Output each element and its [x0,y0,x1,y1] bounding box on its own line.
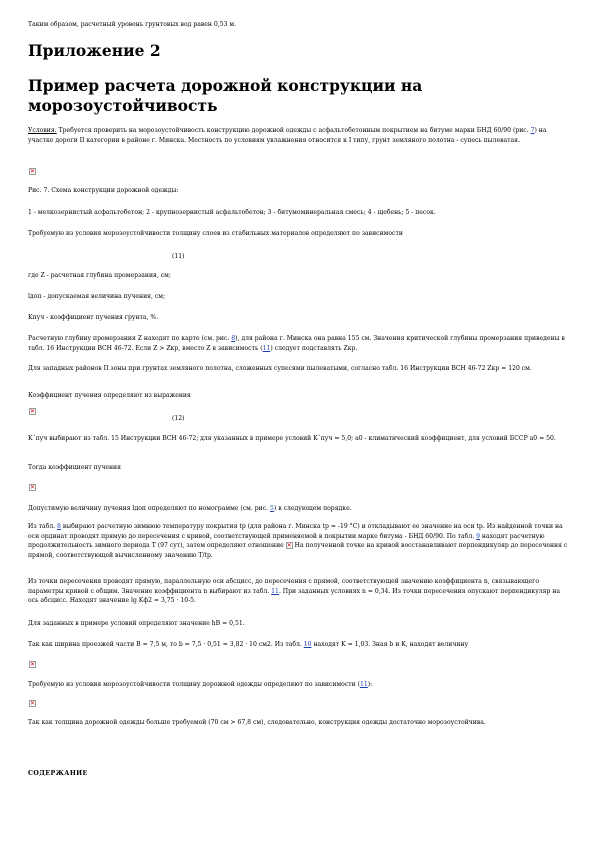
equation-number: (11) [172,253,185,260]
link-table-9[interactable]: 9 [476,532,480,540]
req2-paragraph: Требуемую из условия морозоустойчивости толщину дорожной одежды определяют по зависимости (11): [28,681,373,688]
text-line: Коэффициент пучения определяют из выражения [28,392,191,399]
width-paragraph: Так как ширина проезжей части B = 7,5 м, то b = 7,5 · 0,51 = 3,82 · 10 см2. Из табл. 10 находят K = 1,03. Зная b и K, находят величину [28,641,469,648]
allow-paragraph: Допустимую величину пучения lдоп определяют по номограмме (см. рис. 5) в следующем порядке. [28,505,352,512]
region-paragraph: Для западных районов II зоны при грунтах земляного полотна, сложенных супесями пылеватыми, согласно табл. 16 Инструкции ВСН 46-72 Zкр = 120 см. [28,365,532,372]
link-table-10[interactable]: 10 [303,641,312,648]
kpuch-paragraph: K´пуч выбирают из табл. 15 Инструкции ВСН 46-72; для указанных в примере условий K´пуч = 5,0; a0 - климатический коэффициент, для условий БССР a0 = 50. [28,435,556,442]
text-line: Требуемую из условия морозоустойчивости толщину слоев из стабильных материалов определяют по зависимости [28,230,403,237]
procedure-paragraph-1: Из табл. 8 выбирают расчетную зимнюю температуру покрытия tр (для района г. Минска tр = -19 °С) и откладывают ее значение на оси tр. Из найденной точки на оси ординат проводят прямую до пересечения с кривой, соответствующей применяемой в покрытии марке битума - БНД 60/90. По табл. 9 находят расчетную продолжительность зимнего периода T (97 сут), затем определяют отношение ✕ На полученной точке на кривой восстанавливают перпендикуляр до пересечения с прямой, соответствующей вычисленному значению T/tр. [28,523,568,559]
broken-image-icon: ✕ [29,660,36,668]
text-line: Таким образом, расчетный уровень грунтовых вод равен 0,53 м. [28,21,237,28]
conditions-label: Условия. [28,127,57,134]
equation-number: (12) [172,415,185,422]
definition-k: Kпуч - коэффициент пучения грунта, %. [28,314,159,321]
link-fig-8[interactable]: 8 [231,335,236,342]
broken-image-icon: ✕ [29,699,36,707]
link-table-8[interactable]: 8 [57,523,61,530]
procedure-paragraph-2: Из точки пересечения проводят прямую, параллельную оси абсцисс, до пересечения с прямой, соответствующей значению коэффициента n, связывающего параметры кривой с общим. Значение коэффициента n выбирают из табл. 11. При заданных условиях n = 0,34. Из точки пересечения опускают перпендикуляр на ось абсцисс. Находят значение lg Kф2 = 3,75 · 10-5. [28,578,561,605]
link-fig-5[interactable]: 5 [270,505,274,512]
conclusion-paragraph: Так как толщина дорожной одежды больше требуемой (70 см > 67,8 см), следовательно, конструкция одежды достаточно морозоустойчива. [28,719,486,726]
broken-image-icon: ✕ [29,483,36,491]
conditions-paragraph: Условия. Требуется проверить на морозоустойчивость конструкцию дорожной одежды с асфальтобетонным покрытием на битуме марки БНД 60/90 (рис. 7) на участке дороги II категории в районе г. Минска. Местность по условиям увлажнения относится к I типу, грунт земляного полотна - супесь пылеватая. [28,127,547,144]
definition-z: где Z - расчетная глубина промерзания, см; [28,272,171,279]
definition-l: lдоп - допускаемая величина пучения, см; [28,293,166,300]
appendix-title: Пример расчета дорожной конструкции на морозоустойчивость [28,76,423,115]
link-fig-7[interactable]: 7 [530,127,535,134]
broken-image-icon: ✕ [286,541,292,549]
link-eq-11[interactable]: 11 [359,681,368,688]
link-eq-11[interactable]: 11 [262,344,271,352]
broken-image-icon: ✕ [29,407,36,415]
broken-image-icon: ✕ [29,167,36,175]
toc-link[interactable]: СОДЕРЖАНИЕ [28,770,88,777]
text-line: Тогда коэффициент пучения [28,464,121,471]
appendix-heading: Приложение 2 [28,41,161,60]
figure-caption: Рис. 7. Схема конструкции дорожной одежды: [28,187,179,194]
layers-legend: 1 - мелкозернистый асфальтобетон; 2 - крупнозернистый асфальтобетон; 3 - битумоминеральная смесь; 4 - щебень; 5 - песок. [28,209,436,216]
text-line: Для заданных в примере условий определяют значение hВ = 0,51. [28,620,245,627]
link-table-11[interactable]: 11 [271,587,279,595]
depth-paragraph: Расчетную глубину промерзания Z находят по карте (см. рис. 8), для района г. Минска она равна 155 см. Значения критической глубины промерзания приведены в табл. 16 Инструкции ВСН 46-72. Если Z > Zкр, вместо Z в зависимость (11) следует подставлять Zкр. [28,335,565,352]
